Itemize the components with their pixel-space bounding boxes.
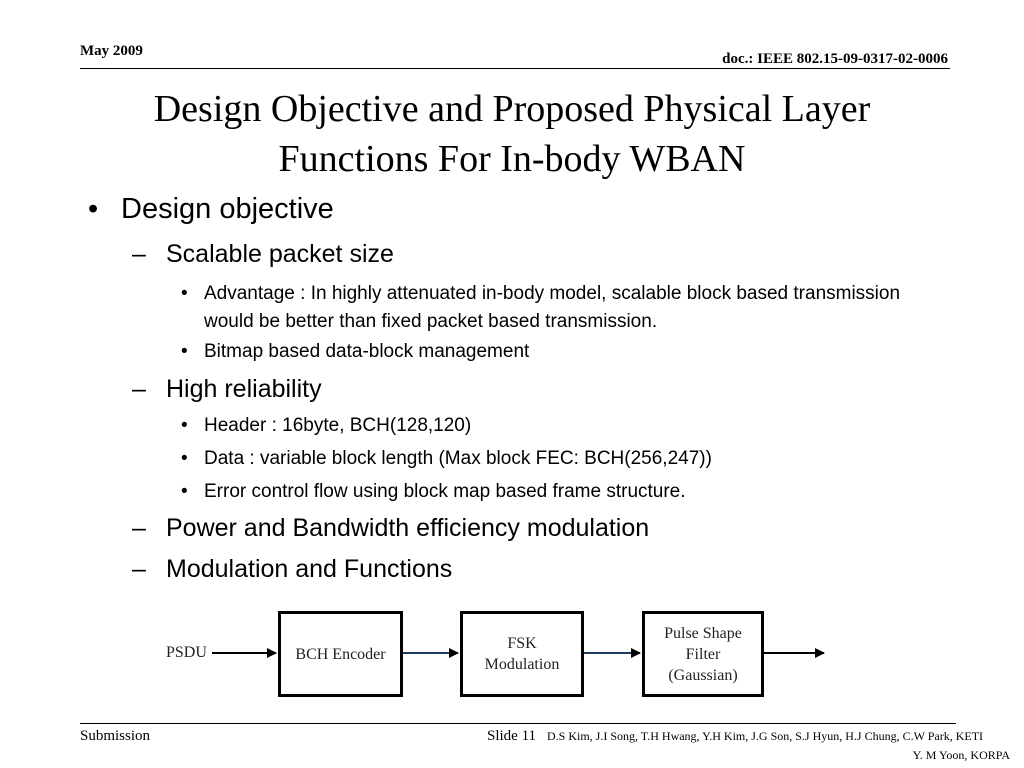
bullet-marker: •: [181, 481, 188, 502]
item-text: Error control flow using block map based frame structure.: [204, 481, 686, 502]
header-date: May 2009: [80, 43, 143, 59]
item-text: Bitmap based data-block management: [204, 341, 530, 362]
dash-marker: –: [132, 375, 146, 403]
block-label: FSK Modulation: [484, 635, 560, 673]
bullet-marker: •: [181, 283, 188, 304]
sub-bullet-text: Power and Bandwidth efficiency modulation: [166, 514, 650, 542]
footer-slide-number: Slide 11: [487, 728, 537, 744]
bullet-marker: •: [181, 415, 188, 436]
item-text: Advantage : In highly attenuated in-body model, scalable block based transmission would be better than fixed packet based transmission.: [204, 283, 901, 332]
block-label: BCH Encoder: [295, 645, 386, 663]
header-divider: [80, 68, 950, 69]
sub-bullet-text: Modulation and Functions: [166, 555, 453, 583]
dash-marker: –: [132, 555, 146, 583]
dash-marker: –: [132, 240, 146, 268]
bullet-marker: •: [88, 193, 99, 225]
bullet-marker: •: [181, 448, 188, 469]
footer-divider: [80, 723, 956, 724]
pulse-shape-filter-block: [642, 611, 764, 697]
sub-bullet-text: Scalable packet size: [166, 240, 394, 268]
bullet-text: Design objective: [121, 193, 334, 225]
fsk-modulation-block: [460, 611, 584, 697]
dash-marker: –: [132, 514, 146, 542]
psdu-label: PSDU: [166, 644, 207, 661]
slide-title-line-2: Functions For In-body WBAN: [278, 138, 746, 180]
sub-bullet-text: High reliability: [166, 375, 322, 403]
bullet-marker: •: [181, 341, 188, 362]
footer-authors-line-1: D.S Kim, J.I Song, T.H Hwang, Y.H Kim, J.G Son, S.J Hyun, H.J Chung, C.W Park, KETI: [547, 729, 984, 743]
item-text: Header : 16byte, BCH(128,120): [204, 415, 472, 436]
block-diagram: [160, 605, 840, 705]
bch-encoder-block: [278, 611, 403, 697]
item-text: Data : variable block length (Max block FEC: BCH(256,247)): [204, 448, 712, 469]
footer-submission: Submission: [80, 728, 151, 744]
block-label: Pulse Shape Filter (Gaussian): [664, 624, 742, 684]
footer-authors-line-2: Y. M Yoon, KORPA: [912, 748, 1010, 762]
slide-title: [60, 84, 964, 184]
slide-title-line-1: Design Objective and Proposed Physical Layer: [153, 88, 871, 130]
header-doc-id: doc.: IEEE 802.15-09-0317-02-0006: [722, 51, 948, 67]
